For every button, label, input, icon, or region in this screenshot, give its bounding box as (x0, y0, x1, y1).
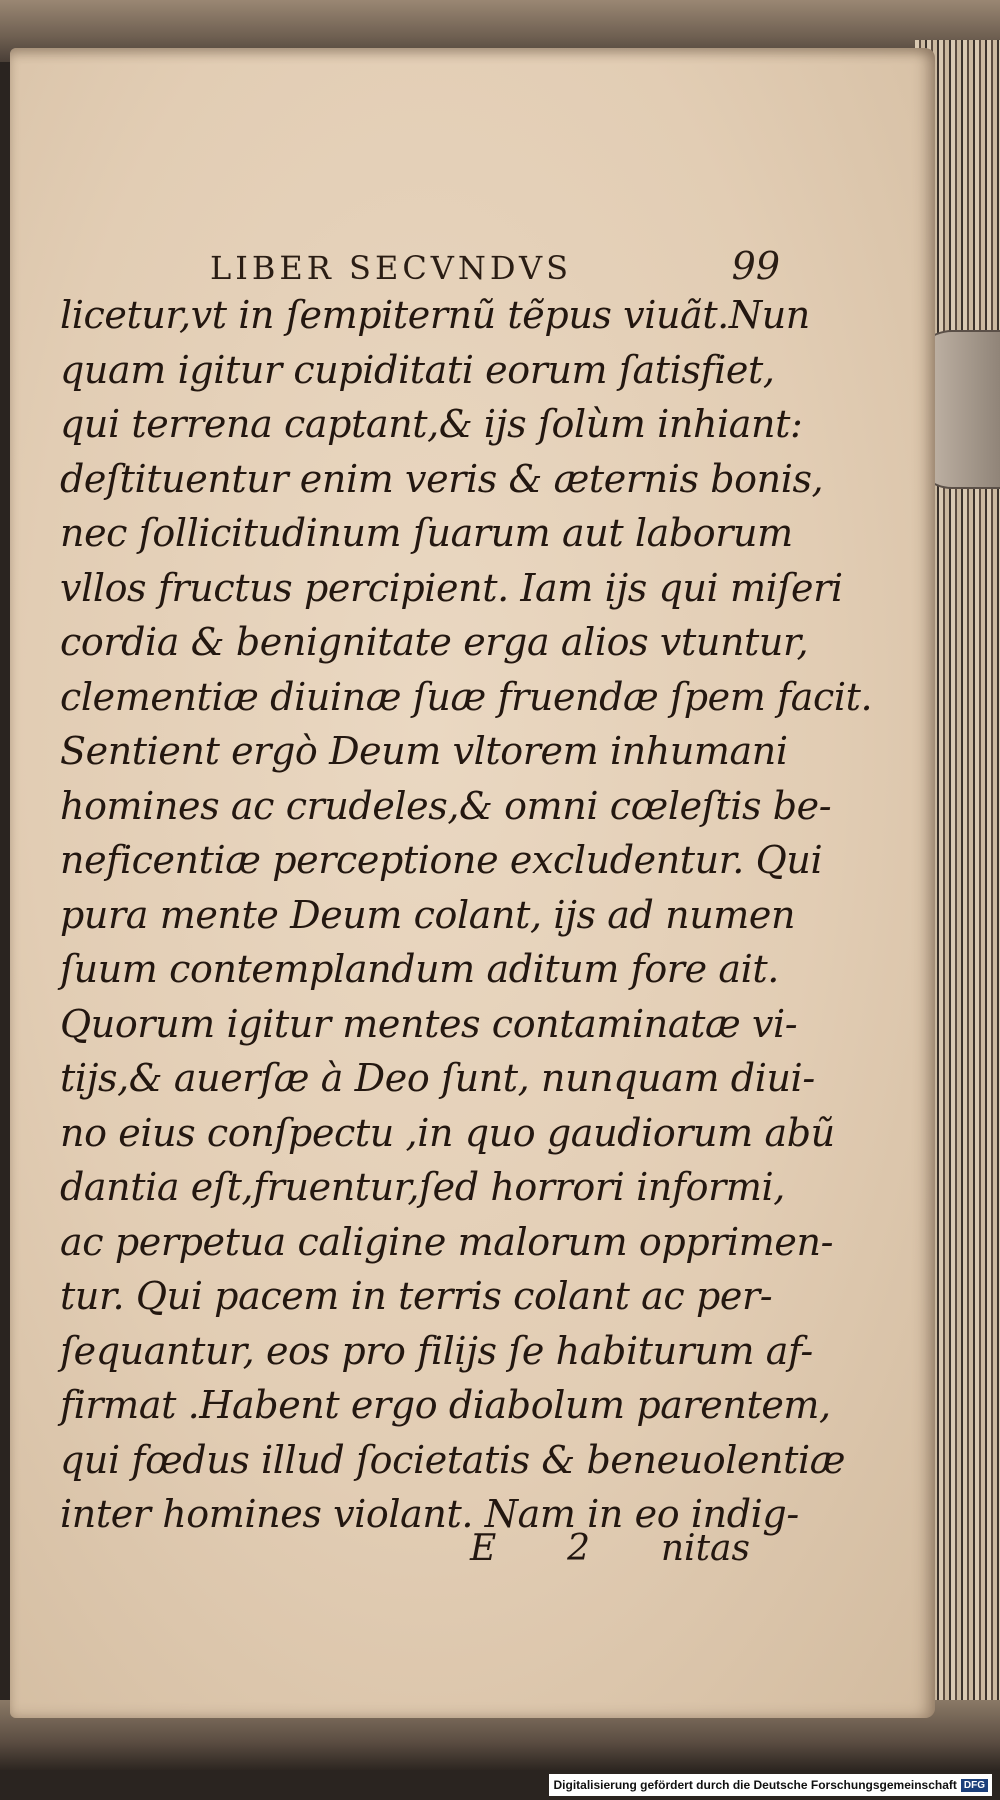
text-line: ſuum contemplandum aditum fore ait. (60, 947, 779, 991)
signature-mark: E (470, 1528, 497, 1569)
text-line: dantia eſt,fruentur,ſed horrori informi, (60, 1165, 785, 1209)
catchword: nitas (660, 1528, 750, 1569)
credit-text: Digitalisierung gefördert durch die Deutsche Forschungsgemeinschaft (553, 1778, 957, 1792)
text-line: deſtituentur enim veris & æternis bonis, (60, 456, 824, 501)
text-line: licetur,vt in ſempiternũ tẽpus viuãt.Nun (60, 293, 810, 337)
text-line: homines ac crudeles,& omni cœleſtis be- (60, 783, 832, 828)
text-block (60, 244, 873, 1542)
text-line: tur. Qui pacem in terris colant ac per- (60, 1274, 773, 1318)
running-head: LIBER SECVNDVS (210, 249, 573, 287)
text-line: tijs,& auerſæ à Deo ſunt, nunquam diui- (60, 1056, 815, 1100)
text-line: clementiæ diuinæ ſuæ fruendæ ſpem facit. (60, 674, 873, 719)
digitization-credit (549, 1774, 992, 1796)
dfg-logo-icon: DFG (961, 1779, 988, 1792)
text-line: qui fœdus illud ſocietatis & beneuolentiæ (60, 1437, 846, 1482)
folio-number: 99 (731, 244, 780, 288)
text-line: ac perpetua caligine malorum opprimen- (60, 1219, 834, 1264)
text-line: cordia & benignitate erga alios vtuntur, (60, 620, 809, 664)
text-line: inter homines violant. Nam in eo indig- (60, 1492, 799, 1536)
text-line: ſequantur, eos pro filijs ſe habiturum af- (60, 1328, 813, 1373)
signature-number: 2 (567, 1528, 591, 1569)
text-line: neficentiæ perceptione excludentur. Qui (60, 838, 823, 882)
text-line: nec ſollicitudinum ſuarum aut laborum (60, 511, 793, 555)
body-text (60, 288, 873, 1542)
text-line: pura mente Deum colant, ijs ad numen (60, 892, 796, 937)
text-line: no eius conſpectu ,in quo gaudiorum abũ (60, 1110, 835, 1155)
text-line: Sentient ergò Deum vltorem inhumani (60, 729, 788, 773)
text-line: Quorum igitur mentes contaminatæ vi- (60, 1001, 798, 1046)
page-header (60, 244, 780, 288)
text-line: quam igitur cupiditati eorum ſatisfiet, (60, 347, 775, 392)
text-line: firmat .Habent ergo diabolum parentem, (60, 1383, 831, 1427)
text-line: vllos fructus percipient. Iam ijs qui miſeri (60, 565, 843, 610)
text-line: qui terrena captant,& ijs ſolùm inhiant: (60, 402, 803, 446)
book-page (10, 48, 935, 1718)
page-footer-line (470, 1528, 750, 1569)
